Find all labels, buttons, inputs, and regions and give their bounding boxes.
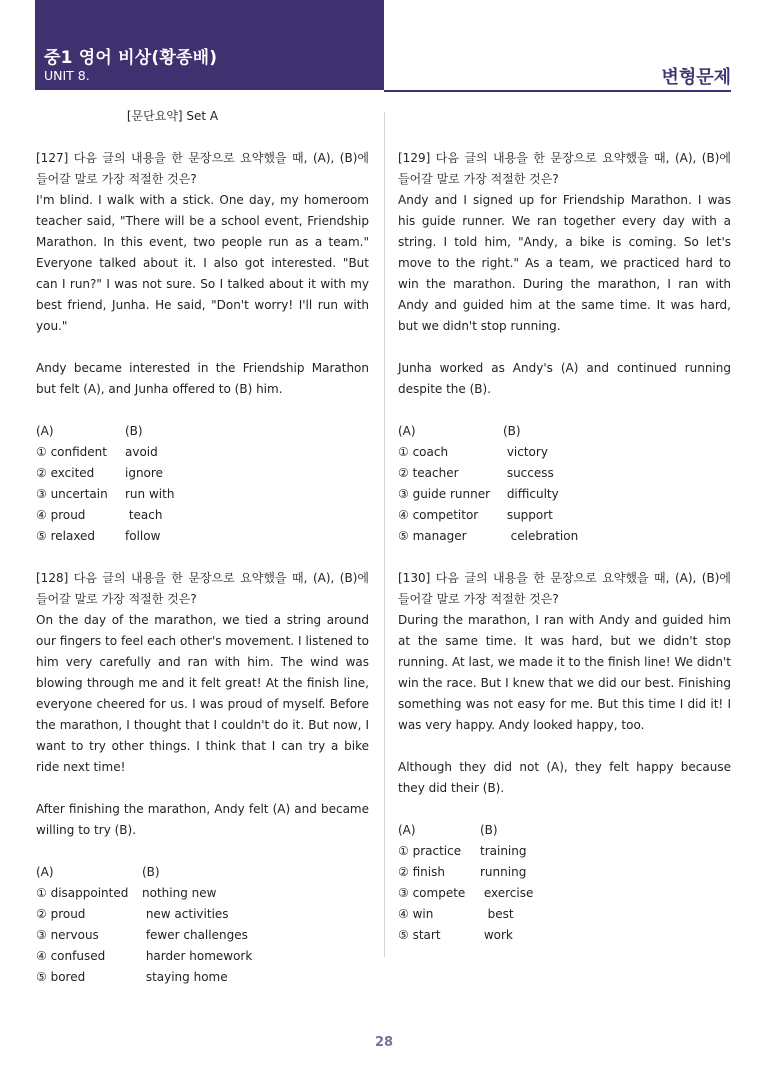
option-a: ② teacher — [398, 466, 459, 480]
option-header — [36, 862, 369, 883]
option-a: ③ guide runner — [398, 487, 491, 501]
option-4[interactable] — [36, 505, 369, 526]
option-header-b: (B) — [503, 424, 521, 438]
option-b: new activities — [142, 907, 229, 921]
option-b: running — [480, 865, 527, 879]
question-prompt: [129] 다음 글의 내용을 한 문장으로 요약했을 때, (A), (B)에 들어갈 말로 가장 적절한 것은? — [398, 151, 731, 186]
option-header-b: (B) — [480, 823, 498, 837]
option-1[interactable] — [398, 841, 731, 862]
option-b: work — [480, 928, 513, 942]
option-2[interactable] — [398, 862, 731, 883]
question-129 — [398, 148, 731, 547]
unit-label: UNIT 8. — [44, 68, 90, 83]
option-a: ⑤ manager — [398, 529, 467, 543]
option-a: ⑤ start — [398, 928, 441, 942]
option-4[interactable] — [398, 505, 731, 526]
option-b: training — [480, 844, 527, 858]
option-b: run with — [125, 487, 175, 501]
option-header-b: (B) — [142, 865, 160, 879]
set-label: [문단요약] Set A — [126, 109, 219, 123]
option-a: ④ proud — [36, 508, 86, 522]
book-title: 중1 영어 비상(황종배) — [44, 48, 218, 68]
option-b: harder homework — [142, 949, 253, 963]
option-b: victory — [503, 445, 548, 459]
option-2[interactable] — [36, 904, 369, 925]
option-header-a: (A) — [36, 424, 54, 438]
question-prompt: [130] 다음 글의 내용을 한 문장으로 요약했을 때, (A), (B)에 들어갈 말로 가장 적절한 것은? — [398, 571, 731, 606]
option-header — [398, 820, 731, 841]
option-b: best — [480, 907, 514, 921]
option-5[interactable] — [36, 967, 369, 988]
option-1[interactable] — [398, 442, 731, 463]
question-summary: After finishing the marathon, Andy felt (A) and became willing to try (B). — [36, 802, 369, 837]
option-b: ignore — [125, 466, 163, 480]
option-1[interactable] — [36, 883, 369, 904]
option-2[interactable] — [398, 463, 731, 484]
option-b: follow — [125, 529, 161, 543]
header-rule — [384, 90, 731, 92]
option-b: teach — [125, 508, 163, 522]
question-127 — [36, 148, 369, 547]
option-b: difficulty — [503, 487, 559, 501]
option-a: ② proud — [36, 907, 86, 921]
option-a: ③ uncertain — [36, 487, 108, 501]
question-summary: Andy became interested in the Friendship Marathon but felt (A), and Junha offered to (B) him. — [36, 361, 369, 396]
option-3[interactable] — [398, 883, 731, 904]
option-b: celebration — [503, 529, 579, 543]
option-a: ② finish — [398, 865, 445, 879]
option-4[interactable] — [36, 946, 369, 967]
option-4[interactable] — [398, 904, 731, 925]
option-a: ④ confused — [36, 949, 106, 963]
option-a: ③ compete — [398, 886, 466, 900]
option-b: exercise — [480, 886, 534, 900]
page-number: 28 — [374, 1035, 394, 1050]
option-3[interactable] — [36, 484, 369, 505]
option-b: nothing new — [142, 886, 217, 900]
option-a: ④ win — [398, 907, 434, 921]
question-passage: Andy and I signed up for Friendship Marathon. I was his guide runner. We ran together every day with a string. I told him, "Andy, a bike is coming. So let's move to the right." As a team, we practiced hard to win the marathon. During the marathon, I ran with Andy and guided him at the same time. It was hard, but we didn't stop running. — [398, 193, 731, 333]
question-130 — [398, 568, 731, 946]
option-5[interactable] — [398, 526, 731, 547]
question-prompt: [127] 다음 글의 내용을 한 문장으로 요약했을 때, (A), (B)에 들어갈 말로 가장 적절한 것은? — [36, 151, 369, 186]
question-summary: Junha worked as Andy's (A) and continued running despite the (B). — [398, 361, 731, 396]
option-a: ① disappointed — [36, 886, 129, 900]
option-header — [36, 421, 369, 442]
option-a: ① practice — [398, 844, 462, 858]
option-2[interactable] — [36, 463, 369, 484]
section-label: 변형문제 — [661, 67, 731, 88]
left-column — [36, 106, 369, 988]
option-b: support — [503, 508, 553, 522]
option-a: ⑤ bored — [36, 970, 86, 984]
question-prompt: [128] 다음 글의 내용을 한 문장으로 요약했을 때, (A), (B)에 들어갈 말로 가장 적절한 것은? — [36, 571, 369, 606]
option-header-a: (A) — [398, 823, 416, 837]
option-a: ② excited — [36, 466, 95, 480]
question-128 — [36, 568, 369, 988]
option-a: ① confident — [36, 445, 107, 459]
option-b: avoid — [125, 445, 158, 459]
option-b: staying home — [142, 970, 228, 984]
question-passage: I'm blind. I walk with a stick. One day, my homeroom teacher said, "There will be a school event, Friendship Marathon. In this event, two people run as a team." Everyone talked about it. I also got interested. "But can I run?" I was not sure. So I talked about it with my best friend, Junha. He said, "Don't worry! I'll run with you." — [36, 193, 369, 333]
option-5[interactable] — [36, 526, 369, 547]
right-column — [398, 106, 731, 946]
question-passage: During the marathon, I ran with Andy and guided him at the same time. It was hard, but we didn't stop running. At last, we made it to the finish line! We didn't win the race. But I knew that we did our best. Finishing something was not easy for me. But this time I did it! I was very happy. Andy looked happy, too. — [398, 613, 731, 732]
option-3[interactable] — [36, 925, 369, 946]
header-banner — [35, 0, 384, 90]
option-a: ③ nervous — [36, 928, 99, 942]
option-header-a: (A) — [398, 424, 416, 438]
option-1[interactable] — [36, 442, 369, 463]
option-header-a: (A) — [36, 865, 54, 879]
option-a: ① coach — [398, 445, 449, 459]
question-passage: On the day of the marathon, we tied a string around our fingers to feel each other's movement. I listened to him very carefully and ran with him. The wind was blowing through me and it felt great! At the finish line, everyone cheered for us. I was proud of myself. Before the marathon, I thought that I couldn't do it. But now, I want to try other things. I think that I can try a bike ride next time! — [36, 613, 369, 774]
option-b: fewer challenges — [142, 928, 248, 942]
option-b: success — [503, 466, 554, 480]
option-a: ⑤ relaxed — [36, 529, 96, 543]
option-5[interactable] — [398, 925, 731, 946]
column-divider — [384, 112, 385, 957]
question-summary: Although they did not (A), they felt happy because they did their (B). — [398, 760, 731, 795]
option-a: ④ competitor — [398, 508, 479, 522]
option-header-b: (B) — [125, 424, 143, 438]
option-header — [398, 421, 731, 442]
option-3[interactable] — [398, 484, 731, 505]
